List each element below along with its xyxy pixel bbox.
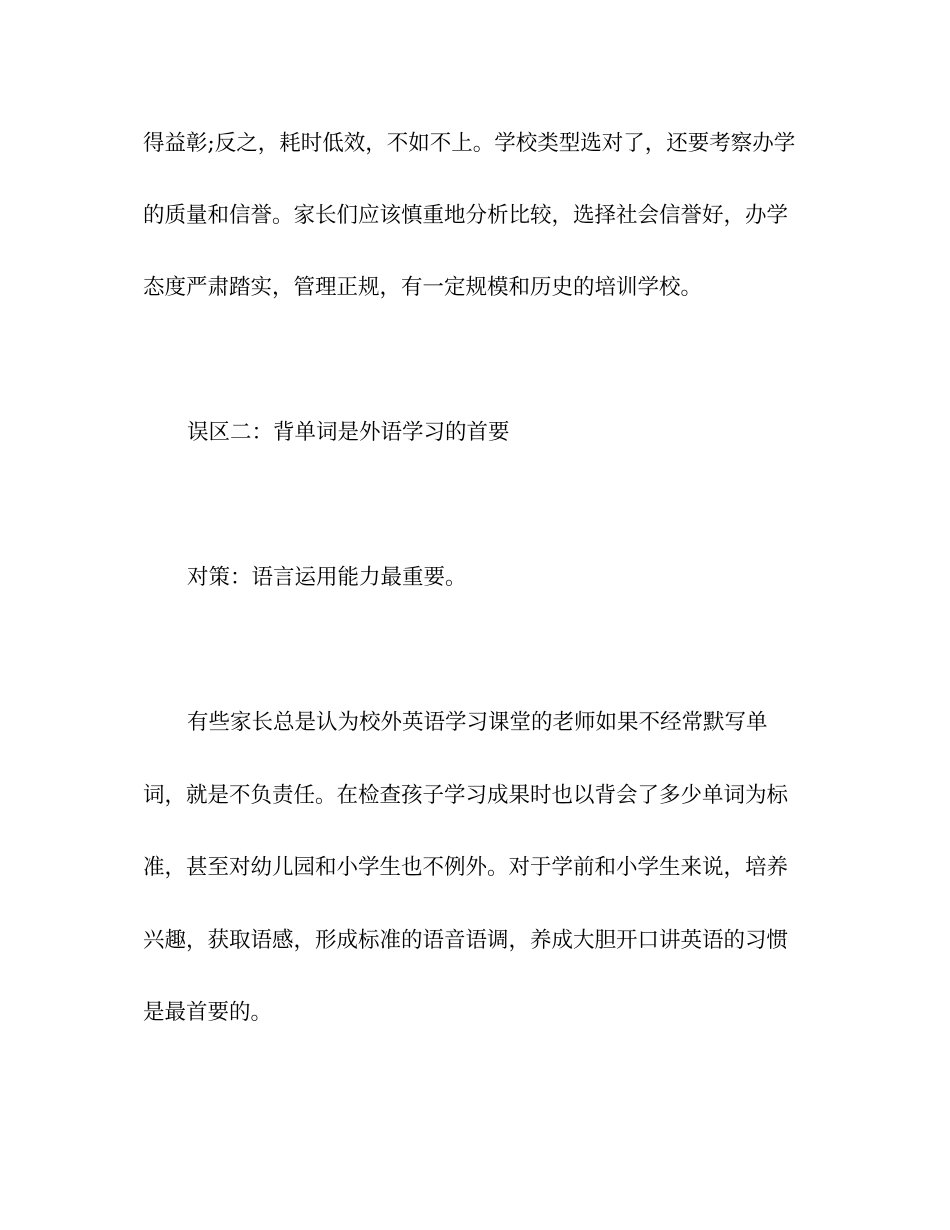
paragraph-line: 词，就是不负责任。在检查孩子学习成果时也以背会了多少单词为标 — [143, 783, 789, 808]
paragraph-line: 得益彰;反之，耗时低效，不如不上。学校类型选对了，还要考察办学 — [143, 131, 796, 156]
paragraph-line: 是最首要的。 — [143, 1000, 273, 1025]
section-heading: 误区二：背单词是外语学习的首要 — [187, 420, 510, 445]
paragraph-line: 的质量和信誉。家长们应该慎重地分析比较，选择社会信誉好，办学 — [143, 203, 789, 228]
paragraph-line: 准，甚至对幼儿园和小学生也不例外。对于学前和小学生来说，培养 — [143, 855, 789, 880]
paragraph-line: 兴趣，获取语感，形成标准的语音语调，养成大胆开口讲英语的习惯 — [143, 928, 789, 953]
paragraph-line: 态度严肃踏实，管理正规，有一定规模和历史的培训学校。 — [143, 275, 703, 300]
countermeasure-line: 对策：语言运用能力最重要。 — [187, 565, 467, 590]
paragraph-line: 有些家长总是认为校外英语学习课堂的老师如果不经常默写单 — [187, 710, 768, 735]
